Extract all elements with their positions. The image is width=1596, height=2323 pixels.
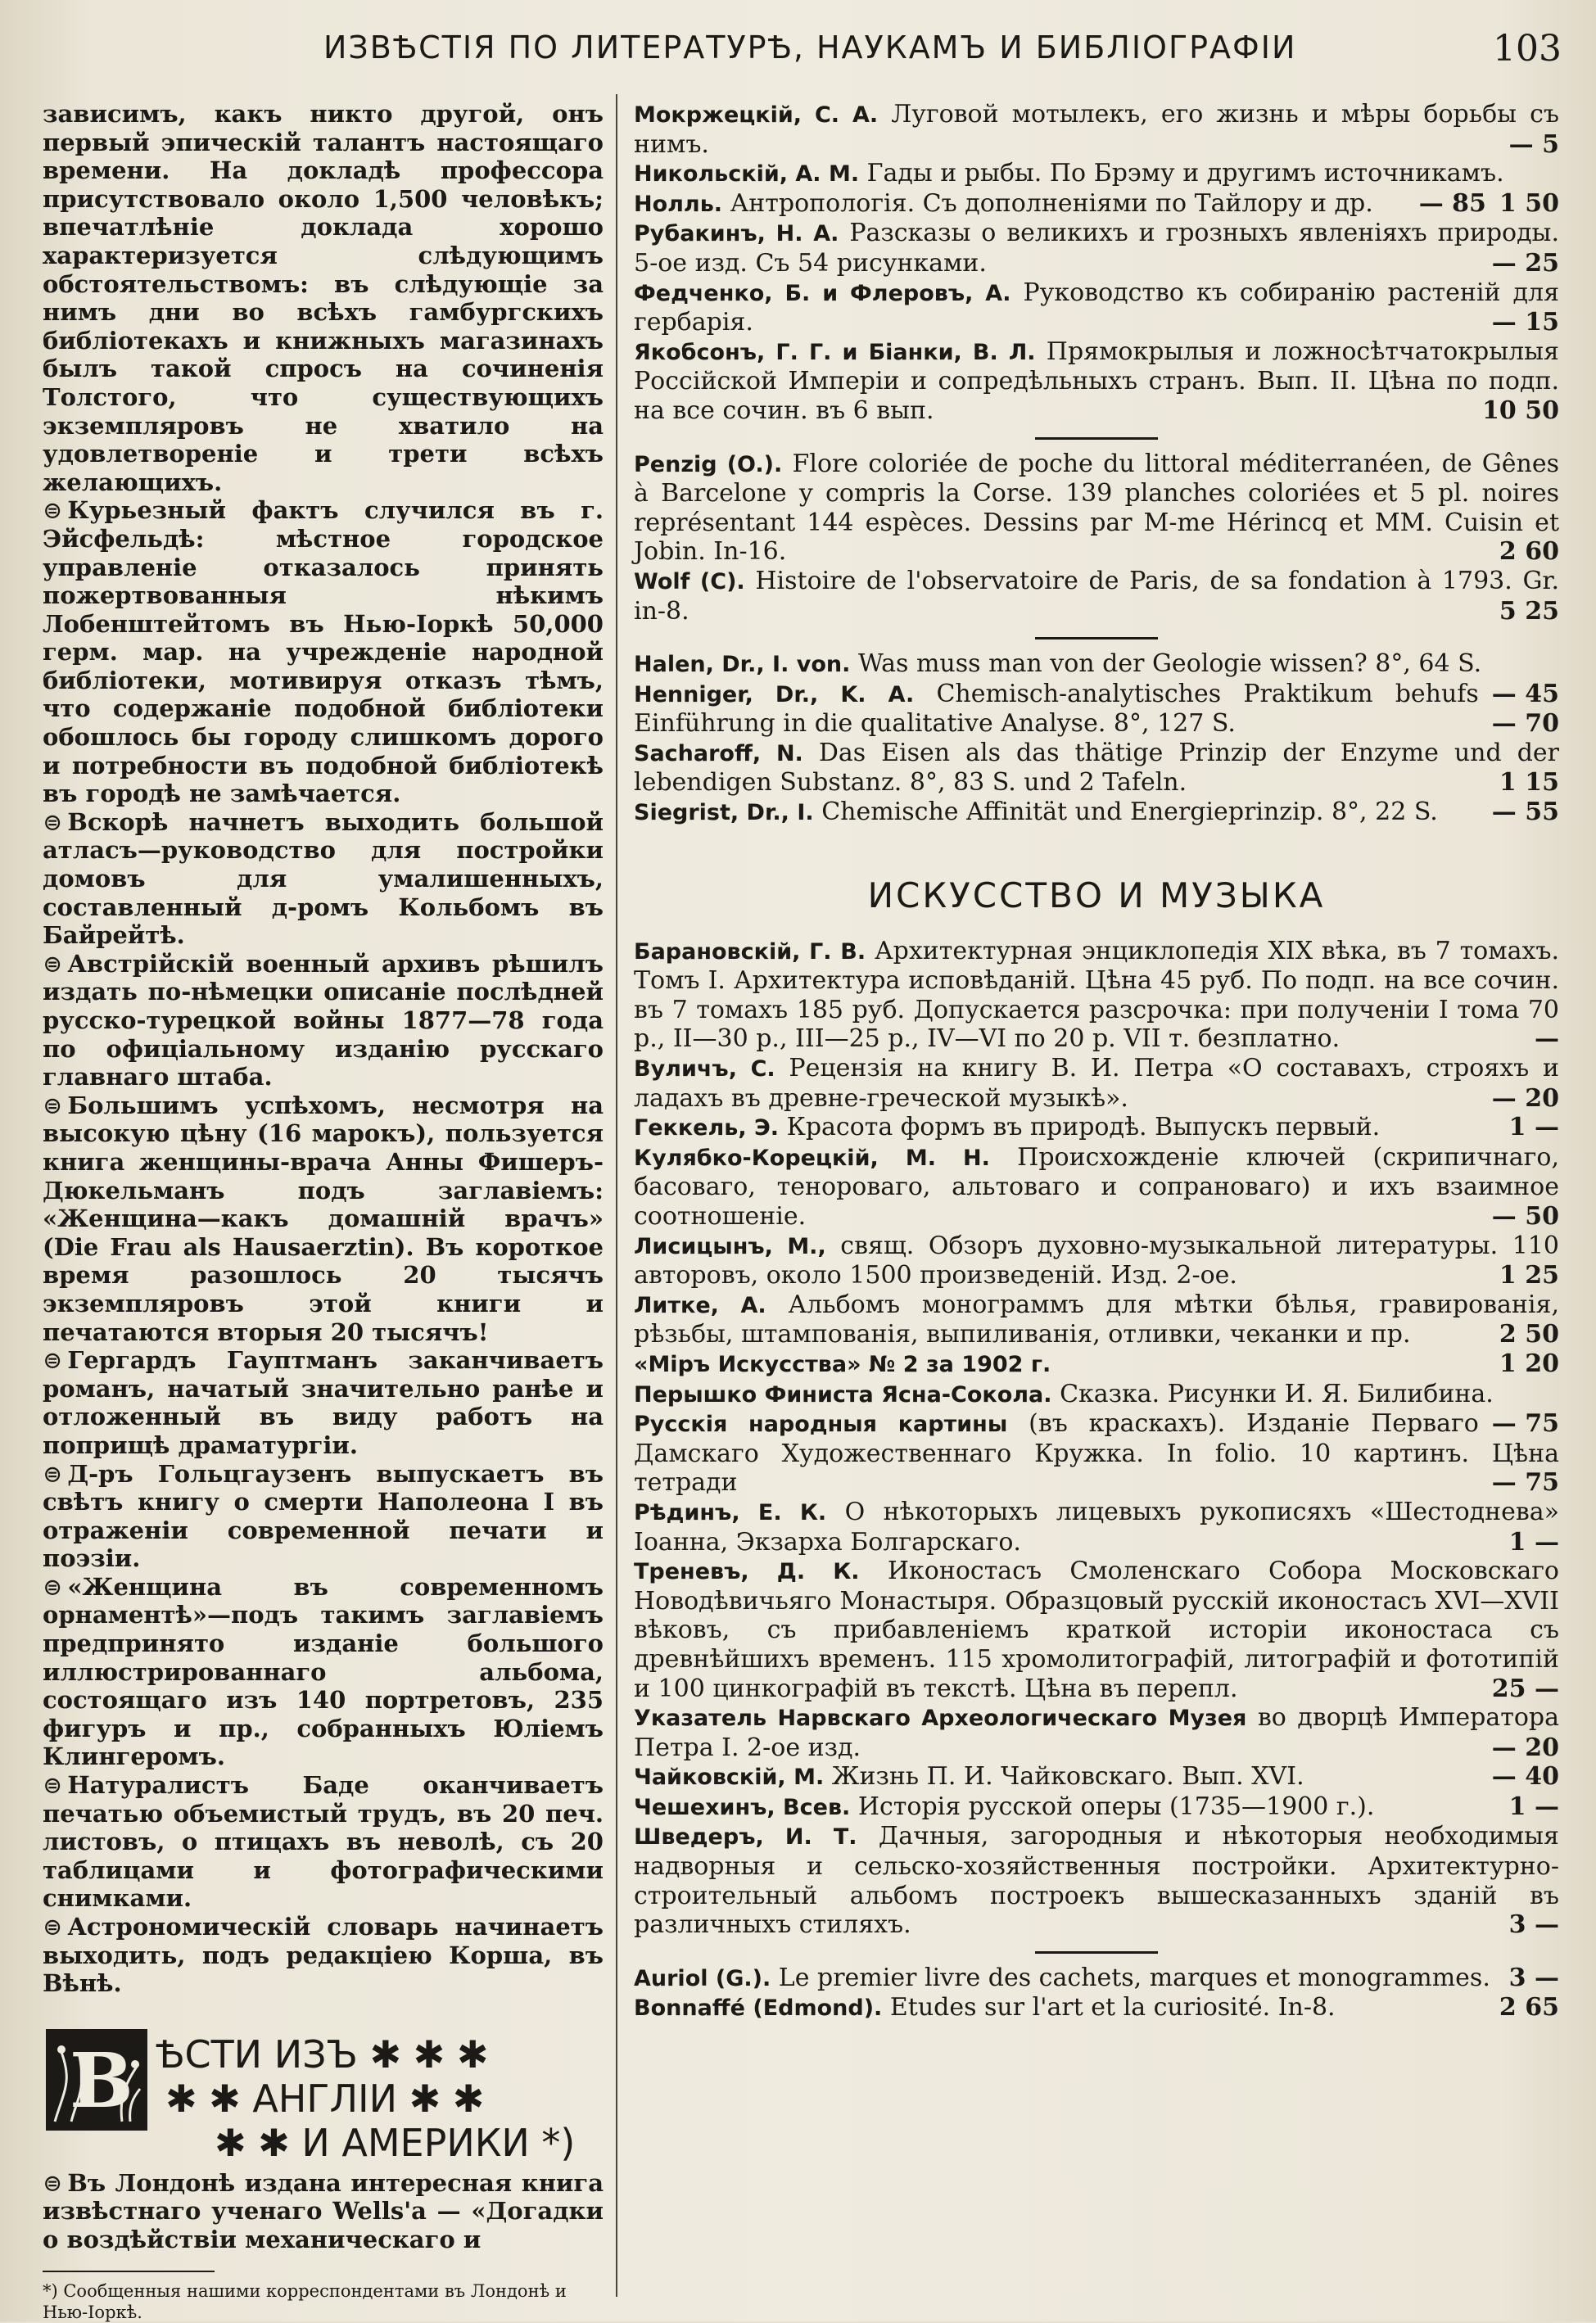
entry-title: Flore coloriée de poche du littoral méditerranéen, de Gênes à Barcelone y compris la Corse. 139 planches coloriées et 5 pl. noires représentant 144 espèces. Dessins par M-me Hérincq et MM. Cuisin et Jobin. In-16. [634,449,1559,567]
bibliography-entry [634,680,1559,739]
entry-title: Das Eisen als das thätige Prinzip der Enzyme und der lebendigen Substanz. 8°, 83 S. und 2 Tafeln. [634,738,1559,798]
paragraph-text: «Женщина въ современномъ орнаментѣ»—подъ такимъ заглавіемъ предпринято изданіе большого иллюстрированнаго альбома, состоящаго изъ 140 портретовъ, 235 фигуръ и пр., собранныхъ Юліемъ Клингеромъ. [43,1572,604,1771]
bullet-mark: ⊜ [43,1771,63,1800]
news-paragraph [43,950,604,1091]
entry-price: 1 20 [1499,1349,1559,1378]
footnote-rule [43,2271,215,2272]
bibliography-entry [634,1993,1559,2023]
entry-price: — 75 [1491,1409,1559,1439]
bibliography-entry [634,100,1559,159]
entry-title: Исторія русской оперы (1735—1900 г.). [857,1792,1375,1821]
bullet-mark: ⊜ [43,1091,63,1119]
entry-author: Penzig (O.). [634,451,783,477]
news-paragraph [43,1346,604,1459]
entry-price: 1 — [1508,1113,1559,1142]
bibliography-entry [634,1409,1559,1498]
news-paragraph [43,1771,604,1913]
bibliography-group-art-french [634,1964,1559,2023]
news-paragraph [43,1091,604,1346]
entry-title: Луговой мотылекъ, его жизнь и мѣры борьбы съ нимъ. [634,100,1559,159]
bibliography-entry [634,567,1559,626]
initial-letter: В [70,2036,133,2125]
entry-price: 2 50 [1499,1320,1559,1349]
bibliography-entry [634,1703,1559,1762]
bibliography-entry [634,1143,1559,1232]
right-column [634,100,1559,2303]
bullet-mark: ⊜ [43,2168,63,2197]
heading-line-2: ✱ ✱ АНГЛІИ ✱ ✱ [165,2076,485,2121]
entry-price: — 45 [1491,679,1559,708]
bibliography-entry [634,1498,1559,1557]
bibliography-group-french [634,450,1559,626]
section-heading [43,2026,604,2169]
bibliography-entry [634,937,1559,1054]
entry-author: Перышко Финиста Ясна-Сокола. [634,1381,1052,1408]
entry-author: Мокржецкій, С. А. [634,102,879,128]
bibliography-entry [634,450,1559,567]
entry-title: Was muss man von der Geologie wissen? 8°, 64 S. [857,649,1482,679]
entry-title: Histoire de l'observatoire de Paris, de sa fondation à 1793. Gr. in-8. [634,566,1559,626]
bullet-mark: ⊜ [43,496,63,525]
paragraph-text: Австрійскій военный архивъ рѣшилъ издать по-нѣмецки описаніе послѣдней русско-турецкой войны 1877—78 года по офиціальному изданію русскаго главнаго штаба. [43,949,604,1091]
entry-title: Прямокрылыя и ложносѣтчатокрылыя Россійской Имперіи и сопредѣльныхъ странъ. Вып. II. Цѣна по подп. на все сочин. въ 6 вып. [634,337,1559,425]
entry-title: Гады и рыбы. По Брэму и другимъ источникамъ. [866,159,1504,188]
entry-price: — 15 [1491,308,1559,337]
bibliography-entry [634,1349,1559,1380]
entry-author: Auriol (G.). [634,1965,771,1991]
separator-rule [1035,637,1158,640]
entry-title: Etudes sur l'art et la curiosité. In-8. [889,1993,1336,2022]
bibliography-group-natural-science-ru [634,100,1559,426]
bullet-mark: ⊜ [43,949,63,978]
entry-author: Чайковскій, М. [634,1765,825,1791]
separator-rule [1035,437,1158,440]
entry-title: Архитектурная энциклопедія XIX вѣка, въ 7 томахъ. Томъ I. Архитектура исповѣданій. Цѣна 45 руб. По подп. на все сочин. въ 7 томахъ 185 руб. Допускается разсрочка: при полученіи I тома 70 р., II—30 р., III—25 р., IV—VI по 20 р. VII т. безплатно. [634,936,1560,1054]
entry-author: Кулябко-Корецкій, М. Н. [634,1145,990,1171]
entry-author: Никольскій, А. М. [634,161,860,188]
news-paragraph [43,1913,604,1998]
bullet-mark: ⊜ [43,1459,63,1488]
news-paragraphs [43,100,604,1998]
entry-author: Шведеръ, И. Т. [634,1824,857,1851]
entry-price: — 25 [1491,248,1559,278]
entry-title: Le premier livre des cachets, marques et monogrammes. [778,1963,1490,1992]
entry-author: Треневъ, Д. К. [634,1559,860,1585]
entry-title: во дворцѣ Императора Петра I. 2-ое изд. [634,1703,1559,1762]
bibliography-entry [634,1113,1559,1143]
section-paragraph [43,2169,604,2254]
paragraph-text: Большимъ успѣхомъ, несмотря на высокую цѣну (16 марокъ), пользуется книга женщины-врача Анны Фишеръ-Дюкельманъ подъ заглавіемъ: «Женщина—какъ домашній врачъ» (Die Frau als Hausaerztin). Въ короткое время разошлось 20 тысячъ экземпляровъ этой книги и печатаются вторыя 20 тысячъ! [43,1091,604,1346]
bibliography-entry [634,798,1559,828]
entry-author: Вуличъ, С. [634,1056,775,1082]
entry-price: — 50 [1491,1202,1559,1231]
entry-title: Сказка. Рисунки И. Я. Билибина. [1060,1379,1494,1408]
entry-author: «Міръ Искусства» № 2 за 1902 г. [634,1351,1051,1377]
bibliography-entry [634,1762,1559,1792]
entry-price: — [1535,1024,1559,1054]
entry-title: Дачныя, загородныя и нѣкоторыя необходимыя надворныя и сельско-хозяйственныя постройки. Архитектурно-строительный альбомъ построекъ вышесказанныхъ зданій въ различныхъ стиляхъ. [634,1822,1559,1940]
paragraph-text: Астрономическій словарь начинаетъ выходить, подъ редакціею Корша, въ Вѣнѣ. [43,1913,604,1998]
heading-line-3: ✱ ✱ И АМЕРИКИ *) [215,2120,576,2165]
paragraph-text: зависимъ, какъ никто другой, онъ первый эпическій талантъ настоящаго времени. На докладѣ профессора присутствовало около 1,500 человѣкъ; впечатлѣніе доклада хорошо характеризуется слѣдующимъ обстоятельствомъ: въ слѣдующіе за нимъ дни во всѣхъ гамбургскихъ библіотекахъ и книжныхъ магазинахъ былъ такой спросъ на сочиненія Толстого, что существующихъ экземпляровъ не хватило на удовлетвореніе и трети всѣхъ желающихъ. [43,100,604,496]
entry-price: 10 50 [1482,395,1559,425]
bibliography-entry [634,1822,1559,1939]
bibliography-entry [634,1054,1559,1113]
entry-price: 3 — [1508,1963,1559,1992]
entry-author: Siegrist, Dr., I. [634,800,814,826]
entry-author: Рубакинъ, Н. А. [634,221,839,247]
paragraph-text: Курьезный фактъ случился въ г. Эйсфельдѣ: мѣстное городское управленіе отказалось принять пожертвованныя нѣкимъ Лобенштейтомъ въ Нью-Іоркѣ 50,000 герм. мар. на учрежденіе народной библіотеки, мотивируя отказъ тѣмъ, что содержаніе подобной библіотеки обошлось бы городу слишкомъ дорого и потребности въ подобной библіотекѣ въ городѣ не замѣчается. [43,496,604,808]
bibliography-entry [634,1557,1559,1703]
bibliography-entry [634,278,1559,337]
entry-price: — 20 [1491,1083,1559,1113]
bibliography-entry [634,1232,1559,1290]
entry-title: Chemische Affinität und Energieprinzip. 8°, 22 S. [821,798,1438,827]
entry-price: 1 — [1508,1527,1559,1557]
entry-title: Иконостасъ Смоленскаго Собора Московскаго Новодѣвичьяго Монастыря. Образцовый русскій иконостасъ XVI—XVII вѣковъ, съ прибавленіемъ краткой исторіи иконостаса съ древнѣйшихъ временъ. 115 хромолитографій, литографій и фототипій и 100 цинкографій въ текстѣ. Цѣна въ перепл. [634,1557,1559,1703]
news-paragraph [43,100,604,496]
entry-price: 1 25 [1499,1261,1559,1290]
bibliography-entry [634,1792,1559,1823]
bibliography-group-german [634,649,1559,828]
art-music-section-title: ИСКУССТВО И МУЗЫКА [867,875,1326,915]
entry-price: 1 50 [1499,188,1559,218]
entry-price: 3 — [1508,1910,1559,1940]
entry-author: Литке, А. [634,1292,766,1318]
bibliography-entry [634,739,1559,798]
bullet-mark: ⊜ [43,1346,63,1375]
entry-title: Антропологія. Съ дополненіями по Тайлору и др. [730,188,1373,218]
bibliography-entry [634,189,1559,219]
footnote: *) Сообщенныя нашими корреспондентами въ Лондонѣ и Нью-Іоркѣ. [43,2280,567,2322]
entry-price: — 20 [1491,1733,1559,1762]
separator-rule [1035,1951,1158,1954]
entry-price: 1 15 [1499,768,1559,798]
entry-author: Wolf (C). [634,568,745,594]
bullet-mark: ⊜ [43,1572,63,1601]
entry-price: — 70 [1491,709,1559,739]
bibliography-entry [634,1964,1559,1994]
entry-title: Альбомъ монограммъ для мѣтки бѣлья, гравированія, рѣзьбы, штампованія, выпиливанія, отливки, чеканки и пр. [634,1290,1559,1349]
news-paragraph [43,808,604,950]
entry-title: Красота формъ въ природѣ. Выпускъ первый. [786,1113,1381,1142]
entry-price: 1 — [1508,1792,1559,1821]
entry-title: Chemisch-analytisches Praktikum behufs Einführung in die qualitative Analyse. 8°, 127 S. [634,679,1479,739]
entry-price: 2 60 [1499,537,1559,567]
entry-title: Происхожденіе ключей (скрипичнаго, басоваго, тенороваго, альтоваго и сопрановаго) и ихъ взаимное соотношеніе. [634,1142,1559,1231]
bibliography-entry [634,337,1559,426]
paragraph-text: Натуралистъ Баде оканчиваетъ печатью объемистый трудъ, въ 20 печ. листовъ, о птицахъ въ неволѣ, съ 20 таблицами и фотографическими снимками. [43,1771,604,1913]
paragraph-text: Вскорѣ начнетъ выходить большой атласъ—руководство для постройки домовъ для умалишенныхъ, составленный д-ромъ Кольбомъ въ Байрейтѣ. [43,807,604,950]
entry-price: 2 65 [1499,1993,1559,2022]
entry-author: Рѣдинъ, Е. К. [634,1499,827,1525]
page-number: 103 [1493,28,1562,70]
entry-author: Федченко, Б. и Флеровъ, А. [634,280,1011,306]
entry-author: Bonnaffé (Edmond). [634,1995,883,2022]
running-title: ИЗВѢСТІЯ ПО ЛИТЕРАТУРѢ, НАУКАМЪ И БИБЛІОГРАФІИ [323,29,1297,66]
page-header [0,0,1596,86]
bullet-mark: ⊜ [43,807,63,836]
entry-author: Чешехинъ, Всев. [634,1794,851,1820]
paragraph-text: Гергардъ Гауптманъ заканчиваетъ романъ, начатый значительно ранѣе и отложенный въ виду работъ на поприщѣ драматургіи. [43,1346,604,1459]
entry-author: Якобсонъ, Г. Г. и Біанки, В. Л. [634,339,1036,365]
bibliography-entry [634,1290,1559,1349]
news-paragraph [43,496,604,808]
entry-author: Sacharoff, N. [634,740,803,766]
news-paragraph [43,1573,604,1771]
entry-price: 25 — [1491,1674,1559,1703]
entry-title: свящ. Обзоръ духовно-музыкальной литературы. 110 авторовъ, около 1500 произведеній. Изд. 2-ое. [634,1231,1559,1290]
entry-price: — 85 [1418,188,1486,218]
entry-author: Геккель, Э. [634,1115,780,1141]
bibliography-group-art-music-ru [634,937,1559,1940]
entry-author: Русскія народныя картины [634,1412,1008,1438]
entry-author: Нолль. [634,191,723,217]
paragraph-text: Въ Лондонѣ издана интересная книга извѣстнаго ученаго Wells'а — «Догадки о воздѣйствіи механическаго и [43,2168,604,2253]
entry-author: Henniger, Dr., K. A. [634,681,915,707]
entry-title: (въ краскахъ). Изданіе Перваго Дамскаго Художественнаго Кружка. In folio. 10 картинъ. Цѣна тетради [634,1409,1559,1498]
decorative-initial [46,2029,147,2131]
entry-price: — 55 [1491,798,1559,827]
entry-price: — 40 [1491,1762,1559,1792]
entry-price: — 75 [1491,1468,1559,1498]
entry-title: Жизнь П. И. Чайковскаго. Вып. XVI. [831,1762,1304,1792]
heading-line-1: ѢСТИ ИЗЪ ✱ ✱ ✱ [156,2031,489,2077]
left-column [43,100,604,2322]
entry-price: 5 25 [1499,596,1559,626]
column-divider [616,94,617,2297]
entry-title: Руководство къ собиранію растеній для гербарія. [634,278,1559,337]
entry-author: Лисицынъ, М., [634,1233,826,1259]
entry-price: — 5 [1508,129,1559,159]
bullet-mark: ⊜ [43,1913,63,1941]
news-paragraph [43,1460,604,1573]
paragraph-text: Д-ръ Гольцгаузенъ выпускаетъ въ свѣтъ книгу о смерти Наполеона I въ отраженіи современной печати и поэзіи. [43,1459,604,1573]
entry-title: Рецензія на книгу В. И. Петра «О составахъ, строяхъ и ладахъ въ древне-греческой музыкѣ». [634,1054,1559,1113]
entry-author: Указатель Нарвскаго Археологическаго Музея [634,1706,1247,1732]
bibliography-entry [634,219,1559,278]
entry-author: Барановскій, Г. В. [634,938,866,965]
entry-title: О нѣкоторыхъ лицевыхъ рукописяхъ «Шестоднева» Іоанна, Экзарха Болгарскаго. [634,1497,1559,1557]
entry-title: Разсказы о великихъ и грозныхъ явленіяхъ природы. 5-ое изд. Съ 54 рисунками. [634,219,1559,278]
entry-author: Halen, Dr., I. von. [634,652,851,678]
